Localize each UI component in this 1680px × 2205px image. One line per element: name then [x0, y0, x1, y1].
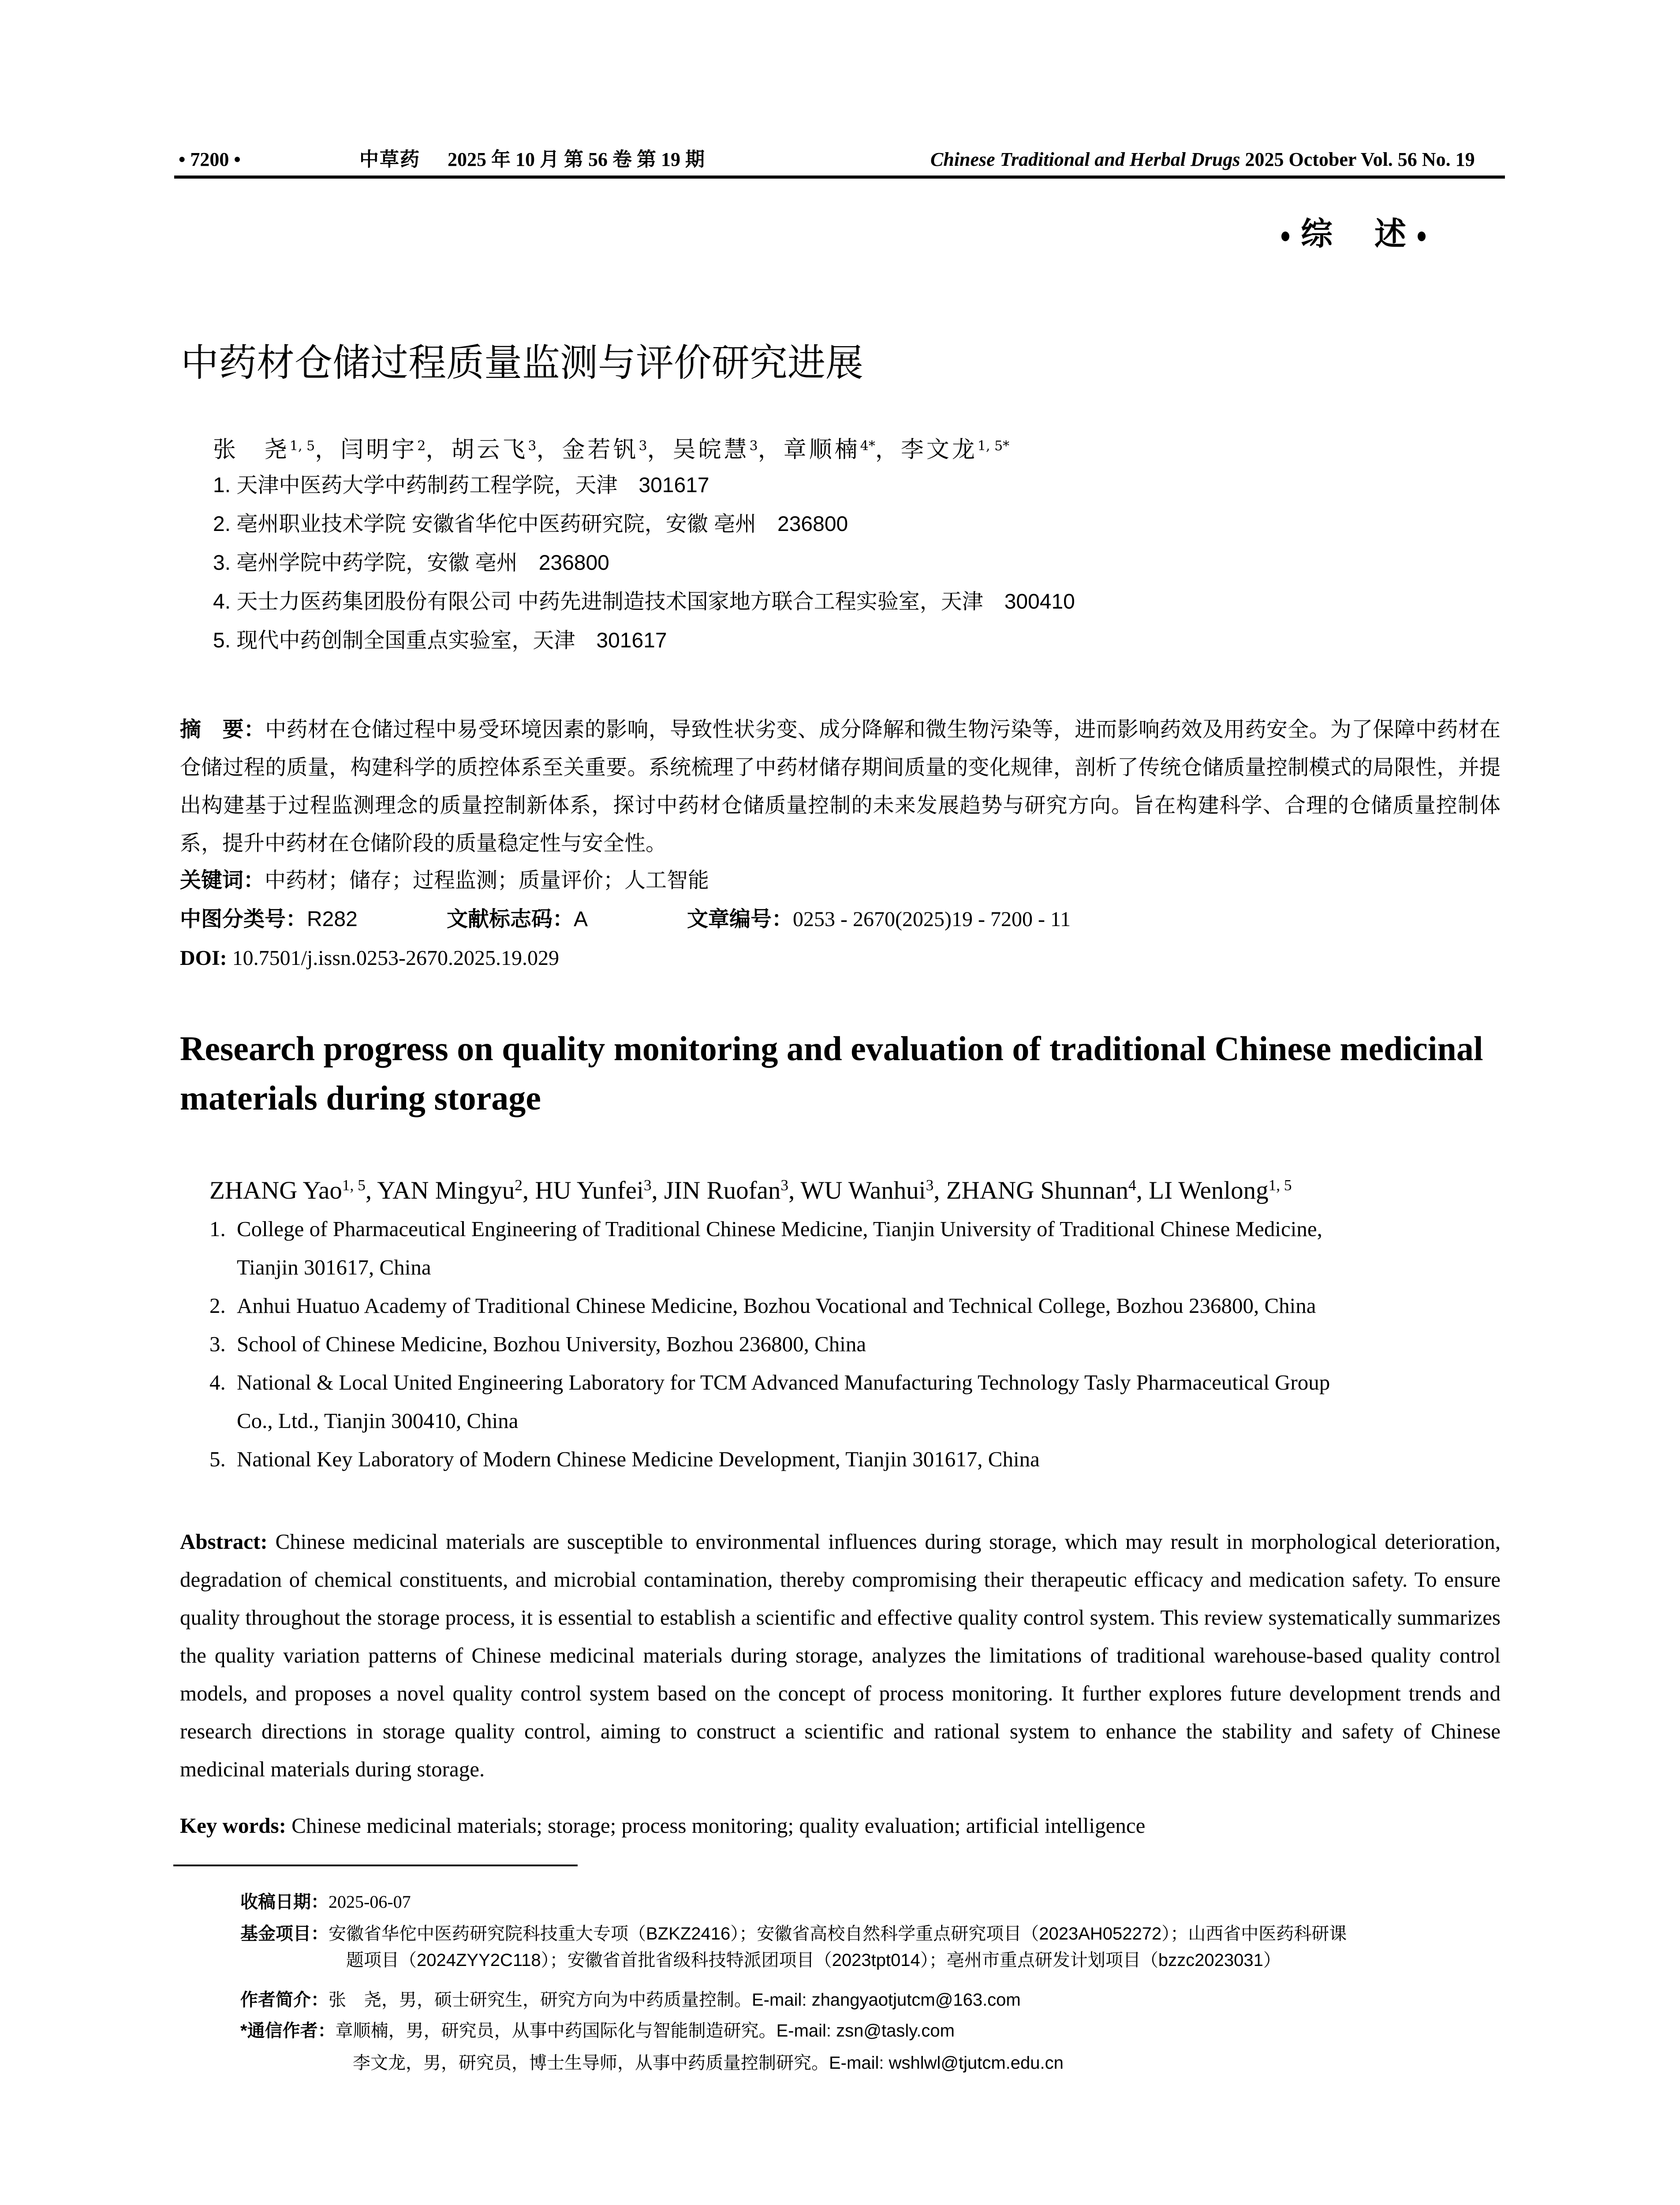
- issue-info-cn: 2025 年 10 月 第 56 卷 第 19 期: [448, 149, 705, 170]
- affiliation-en-2: 2. Anhui Huatuo Academy of Traditional Chinese Medicine, Bozhou Vocational and Technical College, Bozhou 236800, China: [209, 1293, 1316, 1318]
- keywords-en-label: Key words:: [180, 1813, 286, 1838]
- affiliation-cn-2: 2. 亳州职业技术学院 安徽省华佗中医药研究院，安徽 亳州 236800: [213, 512, 848, 536]
- affiliation-cn-4: 4. 天士力医药集团股份有限公司 中药先进制造技术国家地方联合工程实验室，天津 300410: [213, 590, 1075, 613]
- author-affiliation-sup: 3: [749, 438, 758, 454]
- journal-name-cn: 中草药: [359, 148, 420, 171]
- author-affiliation-sup: 1, 5: [1268, 1176, 1292, 1194]
- article-no-value: 0253 - 2670(2025)19 - 7200 - 11: [793, 908, 1071, 931]
- author-affiliation-sup: 2: [515, 1176, 523, 1194]
- affiliation-cn-3: 3. 亳州学院中药学院，安徽 亳州 236800: [213, 551, 609, 575]
- author-name: 李文龙: [900, 437, 978, 463]
- section-label-right: 述: [1374, 215, 1407, 252]
- abstract-cn-text: 中药材在仓储过程中易受环境因素的影响，导致性状劣变、成分降解和微生物污染等，进而影响药效及用药安全。为了保障中药材在仓储过程的质量，构建科学的质控体系至关重要。系统梳理了中药材储存期间质量的变化规律，剖析了传统仓储质量控制模式的局限性，并提出构建基于过程监测理念的质量控制新体系，探讨中药材仓储质量控制的未来发展趋势与研究方向。旨在构建科学、合理的仓储质量控制体系，提升中药材在仓储阶段的质量稳定性与安全性。: [180, 718, 1501, 855]
- author-affiliation-sup: 4*: [860, 438, 875, 454]
- keywords-cn: [180, 867, 709, 894]
- funding-text-2: 题项目（2024ZYY2C118）；安徽省首批省级科技特派团项目（2023tpt014）；亳州市重点研发计划项目（bzzc2023031）: [346, 1951, 1281, 1970]
- corr-text-1: 章顺楠，男，研究员，从事中药国际化与智能制造研究。E-mail: zsn@tasly.com: [335, 2021, 955, 2041]
- author-name: 金若钒: [562, 437, 639, 463]
- bullet-dot-icon: [1281, 232, 1289, 241]
- abstract-en: [180, 1523, 1501, 1788]
- bullet-dot-icon: [1418, 232, 1426, 241]
- author-name: ZHANG Shunnan: [946, 1177, 1129, 1204]
- author-name: 张 尧: [213, 437, 290, 463]
- keywords-cn-label: 关键词：: [180, 869, 265, 892]
- article-no-field: [687, 906, 1071, 933]
- author: [801, 1177, 934, 1204]
- author: [535, 1177, 651, 1204]
- author-name: LI Wenlong: [1149, 1177, 1269, 1204]
- author-affiliation-sup: 1, 5: [342, 1176, 366, 1194]
- author-affiliation-sup: 3: [643, 1176, 652, 1194]
- author-name: HU Yunfei: [535, 1177, 644, 1204]
- author: [1149, 1177, 1292, 1204]
- author: [664, 1177, 788, 1204]
- author: [209, 1177, 366, 1204]
- running-header: [179, 146, 1506, 173]
- author-name: JIN Ruofan: [664, 1177, 781, 1204]
- corr-label: *通信作者：: [240, 2021, 336, 2041]
- keywords-cn-text: 中药材；储存；过程监测；质量评价；人工智能: [265, 869, 709, 892]
- author-affiliation-sup: 3: [528, 438, 537, 454]
- title-en: Research progress on quality monitoring and evaluation of traditional Chinese medicinal materials during storage: [180, 1029, 1483, 1117]
- article-no-label: 文章编号：: [687, 908, 793, 931]
- author-name: ZHANG Yao: [209, 1177, 342, 1204]
- issue-date-en: 2025 October Vol. 56 No. 19: [1245, 149, 1475, 170]
- author-affiliation-sup: 3: [780, 1176, 789, 1194]
- author: [562, 437, 647, 463]
- doc-code-label: 文献标志码：: [447, 908, 574, 931]
- doc-code-field: [447, 906, 687, 933]
- abstract-en-text: Chinese medicinal materials are susceptible to environmental influences during storage, which may result in morphological deterioration, degradation of chemical constituents, and microbial contamination, thereby compromising their therapeutic efficacy and medication safety. To ensure quality throughout the storage process, it is essential to establish a scientific and effective quality control system. This review systematically summarizes the quality variation patterns of Chinese medicinal materials during storage, analyzes the limitations of traditional warehouse-based quality control models, and proposes a novel quality control system based on the concept of process monitoring. It further explores future development trends and research directions in storage quality control, aiming to construct a scientific and rational system to enhance the stability and safety of Chinese medicinal materials during storage.: [180, 1529, 1501, 1781]
- keywords-en: [180, 1810, 1145, 1841]
- doi-label: DOI:: [180, 946, 227, 970]
- doi-value[interactable]: 10.7501/j.issn.0253-2670.2025.19.029: [232, 946, 560, 970]
- author: [901, 437, 1009, 463]
- received-label: 收稿日期：: [240, 1892, 329, 1912]
- abstract-cn: [180, 711, 1501, 863]
- footnote-corresponding-2: 李文龙，男，研究员，博士生导师，从事中药质量控制研究。E-mail: wshlwl@tjutcm.edu.cn: [353, 2053, 1064, 2073]
- doi-line: [180, 945, 559, 972]
- author-name: WU Wanhui: [800, 1177, 926, 1204]
- title-cn: 中药材仓储过程质量监测与评价研究进展: [181, 342, 863, 384]
- keywords-en-text: Chinese medicinal materials; storage; process monitoring; quality evaluation; artificial intelligence: [291, 1813, 1146, 1838]
- author: [377, 1177, 523, 1204]
- clc-value: R282: [307, 908, 358, 931]
- footnote-funding: [240, 1921, 1501, 1973]
- author-affiliation-sup: 1, 5: [290, 438, 315, 454]
- affiliation-cn-1: 1. 天津中医药大学中药制药工程学院，天津 301617: [213, 474, 709, 497]
- author-affiliation-sup: 3: [926, 1176, 934, 1194]
- author: [946, 1177, 1136, 1204]
- author-name: 胡云飞: [451, 437, 528, 463]
- affiliation-en-1: 1. College of Pharmaceutical Engineering of Traditional Chinese Medicine, Tianjin University of Traditional Chinese Medicine, Tianjin 301617, China: [209, 1217, 1322, 1279]
- clc-label: 中图分类号：: [180, 908, 307, 931]
- authors-en: ZHANG Yao$^{1, 5}$, YAN Mingyu$^2$, HU Yunfei$^3$, JIN Ruofan$^3$, WU Wanhui$^3$, ZHANG Shunnan$^4$, LI Wenlong$^{1, 5}$: [209, 1176, 1292, 1204]
- footnote-author-bio: [240, 1987, 1021, 2013]
- author-name: YAN Mingyu: [377, 1177, 515, 1204]
- footnote-received: [240, 1889, 411, 1915]
- abstract-en-label: Abstract:: [180, 1529, 268, 1554]
- author: [340, 437, 426, 463]
- received-date: 2025-06-07: [329, 1892, 411, 1912]
- affiliation-cn-5: 5. 现代中药创制全国重点实验室，天津 301617: [213, 629, 667, 652]
- clc-field: [180, 906, 447, 933]
- author: [213, 437, 315, 463]
- author: [784, 437, 875, 463]
- footnote-rule: [173, 1865, 578, 1866]
- author-affiliation-sup: 2: [417, 438, 426, 454]
- affiliation-en-3: 3. School of Chinese Medicine, Bozhou University, Bozhou 236800, China: [209, 1332, 866, 1356]
- affiliation-en-4: 4. National & Local United Engineering Laboratory for TCM Advanced Manufacturing Technology Tasly Pharmaceutical Group Co., Ltd., Tianjin 300410, China: [209, 1370, 1330, 1433]
- author-name: 闫明宇: [340, 437, 418, 463]
- author: [673, 437, 758, 463]
- footnote-corresponding: [240, 2018, 955, 2044]
- classification-line: [180, 906, 1071, 933]
- author-affiliation-sup: 3: [638, 438, 647, 454]
- funding-text-1: 安徽省华佗中医药研究院科技重大专项（BZKZ2416）；安徽省高校自然科学重点研究项目（2023AH052272）；山西省中医药科研课: [329, 1924, 1347, 1943]
- header-rule: [174, 176, 1505, 179]
- journal-name-en: Chinese Traditional and Herbal Drugs: [930, 149, 1240, 170]
- bio-label: 作者简介：: [240, 1990, 329, 2010]
- author-affiliation-sup: 4: [1128, 1176, 1136, 1194]
- authors-cn: 张 尧$^{1, 5}$，闫明宇$^2$，胡云飞$^3$，金若钒$^3$，吴皖慧$^3$，章顺楠$^{4*}$，李文龙$^{1, 5*}$: [213, 437, 1010, 463]
- affiliation-en-5: 5. National Key Laboratory of Modern Chinese Medicine Development, Tianjin 301617, China: [209, 1447, 1040, 1471]
- author-name: 章顺楠: [783, 437, 860, 463]
- section-label-left: 综: [1301, 215, 1333, 252]
- funding-label: 基金项目：: [240, 1924, 329, 1943]
- bio-text: 张 尧，男，硕士研究生，研究方向为中药质量控制。E-mail: zhangyaotjutcm@163.com: [329, 1990, 1021, 2010]
- section-label: [1270, 212, 1437, 256]
- author-name: 吴皖慧: [672, 437, 750, 463]
- author-affiliation-sup: 1, 5*: [977, 438, 1010, 454]
- doc-code-value: A: [574, 908, 588, 931]
- author: [451, 437, 536, 463]
- abstract-cn-label: 摘 要：: [180, 718, 265, 741]
- issue-info-en: [930, 146, 1475, 173]
- page-number: • 7200 •: [179, 149, 241, 170]
